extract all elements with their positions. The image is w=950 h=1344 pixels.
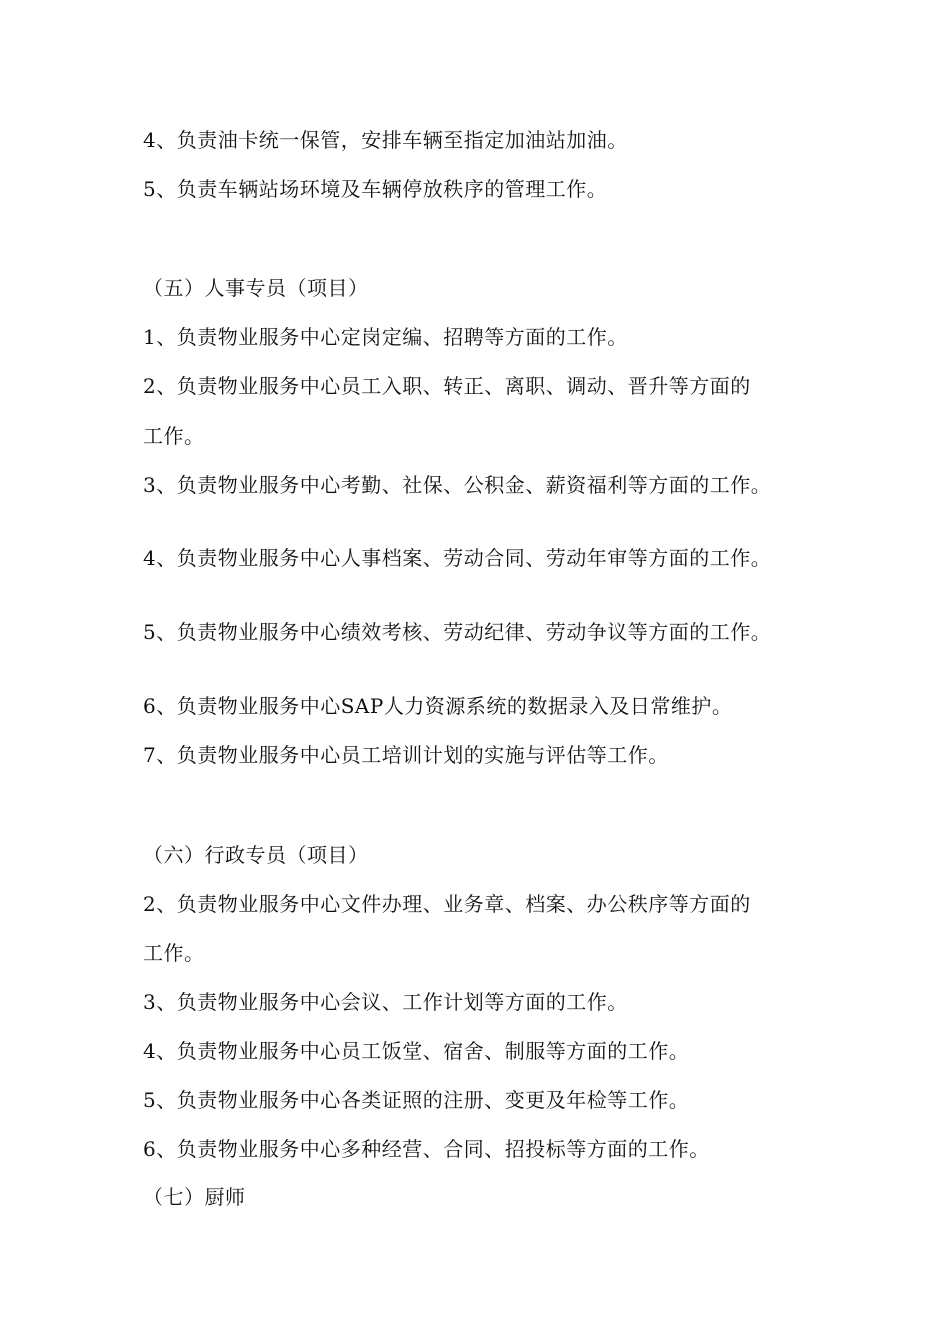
paragraph-line: 工作。 [143,941,205,965]
paragraph-line: 6、负责物业服务中心SAP人力资源系统的数据录入及日常维护。 [143,694,733,718]
paragraph-line: 2、负责物业服务中心员工入职、转正、离职、调动、晋升等方面的 [143,374,751,398]
section-heading: （七）厨师 [143,1185,246,1209]
paragraph-line: 3、负责物业服务中心考勤、社保、公积金、薪资福利等方面的工作。 [143,473,772,497]
paragraph-line: 4、负责物业服务中心员工饭堂、宿舍、制服等方面的工作。 [143,1039,690,1063]
paragraph-line: 2、负责物业服务中心文件办理、业务章、档案、办公秩序等方面的 [143,892,751,916]
paragraph-line: 4、负责油卡统一保管，安排车辆至指定加油站加油。 [143,128,628,152]
paragraph-line: 4、负责物业服务中心人事档案、劳动合同、劳动年审等方面的工作。 [143,546,772,570]
section-heading: （五）人事专员（项目） [143,276,369,300]
paragraph-line: 工作。 [143,424,205,448]
paragraph-line: 5、负责物业服务中心绩效考核、劳动纪律、劳动争议等方面的工作。 [143,620,772,644]
paragraph-line: 1、负责物业服务中心定岗定编、招聘等方面的工作。 [143,325,628,349]
paragraph-line: 3、负责物业服务中心会议、工作计划等方面的工作。 [143,990,628,1014]
paragraph-line: 5、负责物业服务中心各类证照的注册、变更及年检等工作。 [143,1088,690,1112]
paragraph-line: 6、负责物业服务中心多种经营、合同、招投标等方面的工作。 [143,1137,710,1161]
paragraph-line: 7、负责物业服务中心员工培训计划的实施与评估等工作。 [143,743,669,767]
section-heading: （六）行政专员（项目） [143,843,369,867]
paragraph-line: 5、负责车辆站场环境及车辆停放秩序的管理工作。 [143,177,608,201]
